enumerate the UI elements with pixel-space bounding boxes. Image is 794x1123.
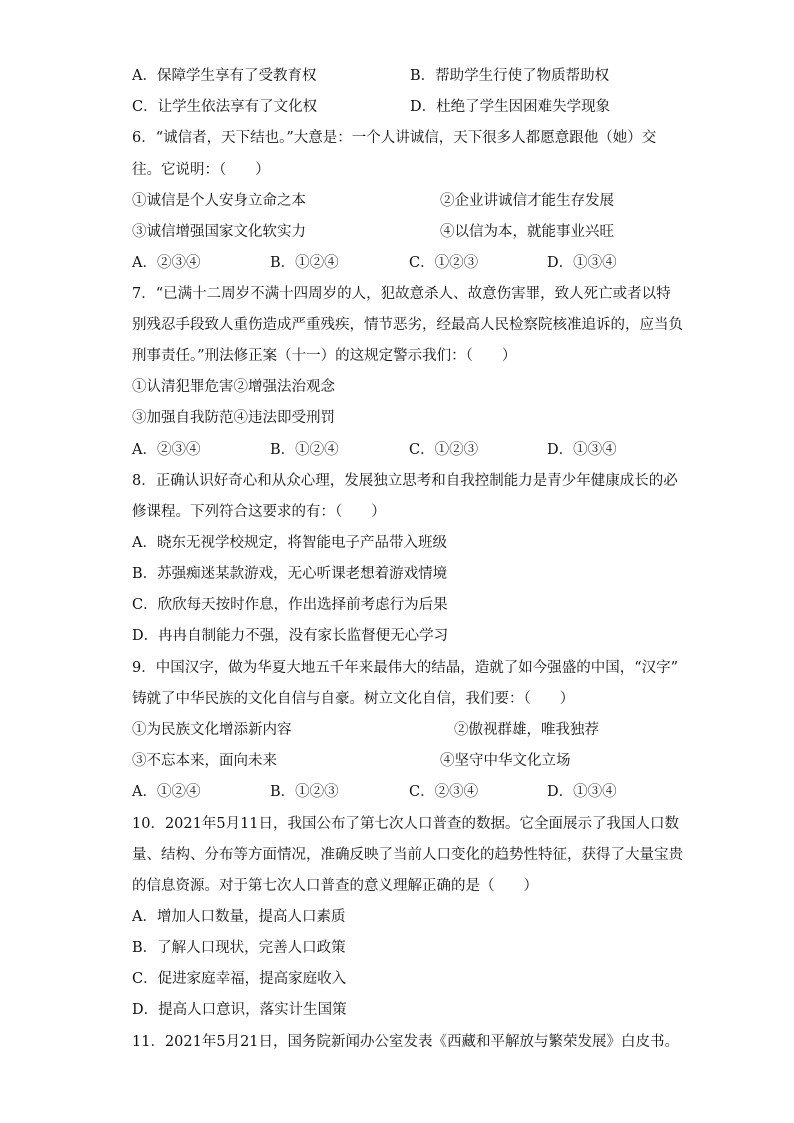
q10-stem-line-1: 10．2021年5月11日，我国公布了第七次人口普查的数据。它全面展示了我国人口数	[132, 816, 680, 832]
q10-option-d: D．提高人口意识，落实计生国策	[132, 1002, 347, 1018]
q7-option-b: B．①②④	[270, 442, 339, 458]
q9-item-4: ④坚守中华文化立场	[440, 753, 571, 769]
q6-item-1: ①诚信是个人安身立命之本	[132, 193, 306, 209]
q6-item-2: ②企业讲诚信才能生存发展	[440, 193, 614, 209]
q6-option-d: D．①③④	[547, 255, 617, 271]
q10-option-a: A．增加人口数量，提高人口素质	[132, 909, 346, 925]
q10-option-b: B．了解人口现状，完善人口政策	[132, 940, 346, 956]
q7-stem-line-2: 别残忍手段致人重伤造成严重残疾，情节恶劣，经最高人民检察院核准追诉的，应当负	[132, 317, 683, 333]
q6-stem-line-2: 往。它说明：（ ）	[132, 162, 270, 178]
q7-option-a: A．②③④	[132, 442, 201, 458]
q5-options-row-1	[132, 66, 692, 86]
q9-items-row-2	[132, 751, 692, 771]
q9-options-row	[132, 782, 692, 802]
q5-option-c: C．让学生依法享有了文化权	[132, 99, 318, 115]
q5-option-b: B．帮助学生行使了物质帮助权	[410, 68, 610, 84]
q8-option-b: B．苏强痴迷某款游戏，无心听课老想着游戏情境	[132, 566, 448, 582]
q7-options-row	[132, 440, 692, 460]
q9-items-row-1	[132, 720, 692, 740]
q6-options-row	[132, 253, 692, 273]
q10-stem-line-2: 量、结构、分布等方面情况，准确反映了当前人口变化的趋势性特征，获得了大量宝贵	[132, 847, 683, 863]
q7-option-c: C．①②③	[409, 442, 479, 458]
q9-option-b: B．①②③	[270, 784, 339, 800]
q9-item-1: ①为民族文化增添新内容	[132, 722, 292, 738]
q9-option-c: C．②③④	[409, 784, 479, 800]
q5-options-row-2	[132, 97, 692, 117]
q6-stem-line-1: 6．“诚信者，天下结也。”大意是：一个人讲诚信，天下很多人都愿意跟他（她）交	[132, 130, 657, 146]
q9-item-3: ③不忘本来，面向未来	[132, 753, 277, 769]
q7-items-line-1: ①认清犯罪危害②增强法治观念	[132, 379, 335, 395]
q6-option-c: C．①②③	[409, 255, 479, 271]
q9-option-a: A．①②④	[132, 784, 201, 800]
q10-option-c: C．促进家庭幸福，提高家庭收入	[132, 971, 347, 987]
q8-option-d: D．冉冉自制能力不强，没有家长监督便无心学习	[132, 628, 449, 644]
q9-item-2: ②傲视群雄，唯我独荐	[454, 722, 599, 738]
q5-option-a: A．保障学生享有了受教育权	[132, 68, 317, 84]
q5-option-d: D．杜绝了学生因困难失学现象	[410, 99, 611, 115]
q6-item-4: ④以信为本，就能事业兴旺	[440, 224, 614, 240]
q6-items-row-1	[132, 191, 692, 211]
q6-items-row-2	[132, 222, 692, 242]
q9-stem-line-1: 9．中国汉字，做为华夏大地五千年来最伟大的结晶，造就了如今强盛的中国，“汉字”	[132, 660, 679, 676]
q8-stem-line-2: 修课程。下列符合这要求的有：（ ）	[132, 504, 386, 520]
q8-option-a: A．晓东无视学校规定，将智能电子产品带入班级	[132, 535, 447, 551]
q7-items-line-2: ③加强自我防范④违法即受刑罚	[132, 410, 335, 426]
q9-stem-line-2: 铸就了中华民族的文化自信与自豪。树立文化自信，我们要：（ ）	[132, 691, 575, 707]
q6-item-3: ③诚信增强国家文化软实力	[132, 224, 306, 240]
q7-option-d: D．①③④	[547, 442, 617, 458]
q6-option-b: B．①②④	[270, 255, 339, 271]
q7-stem-line-1: 7．“已满十二周岁不满十四周岁的人，犯故意杀人、故意伤害罪，致人死亡或者以特	[132, 286, 671, 302]
q10-stem-line-3: 的信息资源。对于第七次人口普查的意义理解正确的是（ ）	[132, 878, 538, 894]
q8-stem-line-1: 8．正确认识好奇心和从众心理，发展独立思考和自我控制能力是青少年健康成长的必	[132, 473, 678, 489]
q7-stem-line-3: 刑事责任。”刑法修正案（十一）的这规定警示我们：（ ）	[132, 348, 517, 364]
q11-stem-line-1: 11．2021年5月21日，国务院新闻办公室发表《西藏和平解放与繁荣发展》白皮书。	[132, 1034, 680, 1050]
q8-option-c: C．欣欣每天按时作息，作出选择前考虑行为后果	[132, 597, 448, 613]
q9-option-d: D．①③④	[547, 784, 617, 800]
q6-option-a: A．②③④	[132, 255, 201, 271]
